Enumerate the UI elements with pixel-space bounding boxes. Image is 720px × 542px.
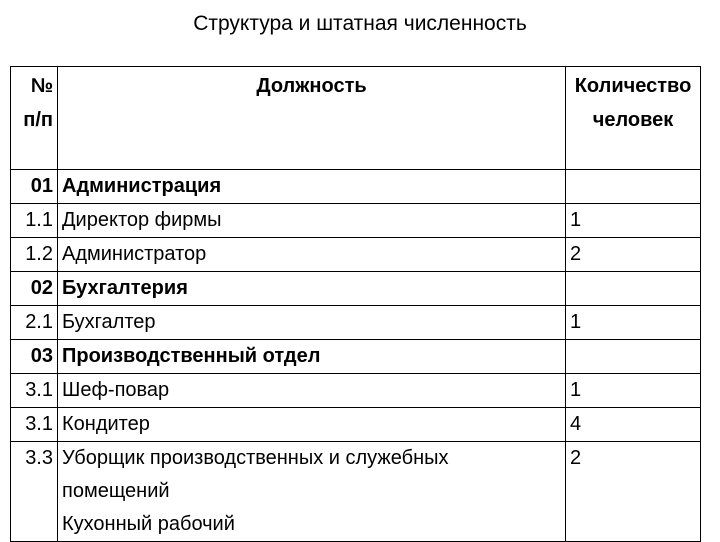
header-number (11, 67, 58, 170)
section-row (11, 170, 701, 204)
row-count (566, 272, 701, 306)
row-number: 1.1 (11, 204, 58, 238)
row-number: 3.1 (11, 408, 58, 442)
table-row (11, 306, 701, 340)
header-count (566, 67, 701, 170)
table-header-row (11, 67, 701, 170)
row-position-line1: Уборщик производственных и служебных (62, 447, 449, 469)
row-number: 02 (11, 272, 58, 306)
table-row (11, 374, 701, 408)
document-title: Структура и штатная численность (193, 12, 527, 35)
row-position-line2: помещений (62, 480, 170, 502)
table-row (11, 238, 701, 272)
row-position: Шеф-повар (58, 374, 566, 408)
row-position: Администрация (58, 170, 566, 204)
staff-table (10, 66, 701, 542)
row-number: 2.1 (11, 306, 58, 340)
table-row (11, 204, 701, 238)
header-count-line2: человек (592, 109, 674, 131)
row-position: Директор фирмы (58, 204, 566, 238)
row-count: 2 (566, 238, 701, 272)
header-number-line1: № (30, 75, 53, 97)
row-number: 1.2 (11, 238, 58, 272)
row-position: Кондитер (58, 408, 566, 442)
row-count: 1 (566, 204, 701, 238)
row-count: 1 (566, 374, 701, 408)
section-row (11, 272, 701, 306)
row-position: Администратор (58, 238, 566, 272)
row-number: 03 (11, 340, 58, 374)
row-number: 3.3 (11, 442, 58, 542)
row-number: 01 (11, 170, 58, 204)
row-position: Бухгалтер (58, 306, 566, 340)
row-number: 3.1 (11, 374, 58, 408)
row-position (58, 442, 566, 542)
row-position: Бухгалтерия (58, 272, 566, 306)
row-count (566, 170, 701, 204)
row-count: 1 (566, 306, 701, 340)
header-count-line1: Количество (574, 75, 692, 97)
table-row (11, 442, 701, 542)
row-count (566, 340, 701, 374)
row-count: 4 (566, 408, 701, 442)
header-number-line2: п/п (23, 109, 53, 131)
row-position: Производственный отдел (58, 340, 566, 374)
table-row (11, 408, 701, 442)
header-position: Должность (58, 67, 566, 170)
row-position-line3: Кухонный рабочий (62, 513, 235, 535)
row-count: 2 (566, 442, 701, 542)
section-row (11, 340, 701, 374)
